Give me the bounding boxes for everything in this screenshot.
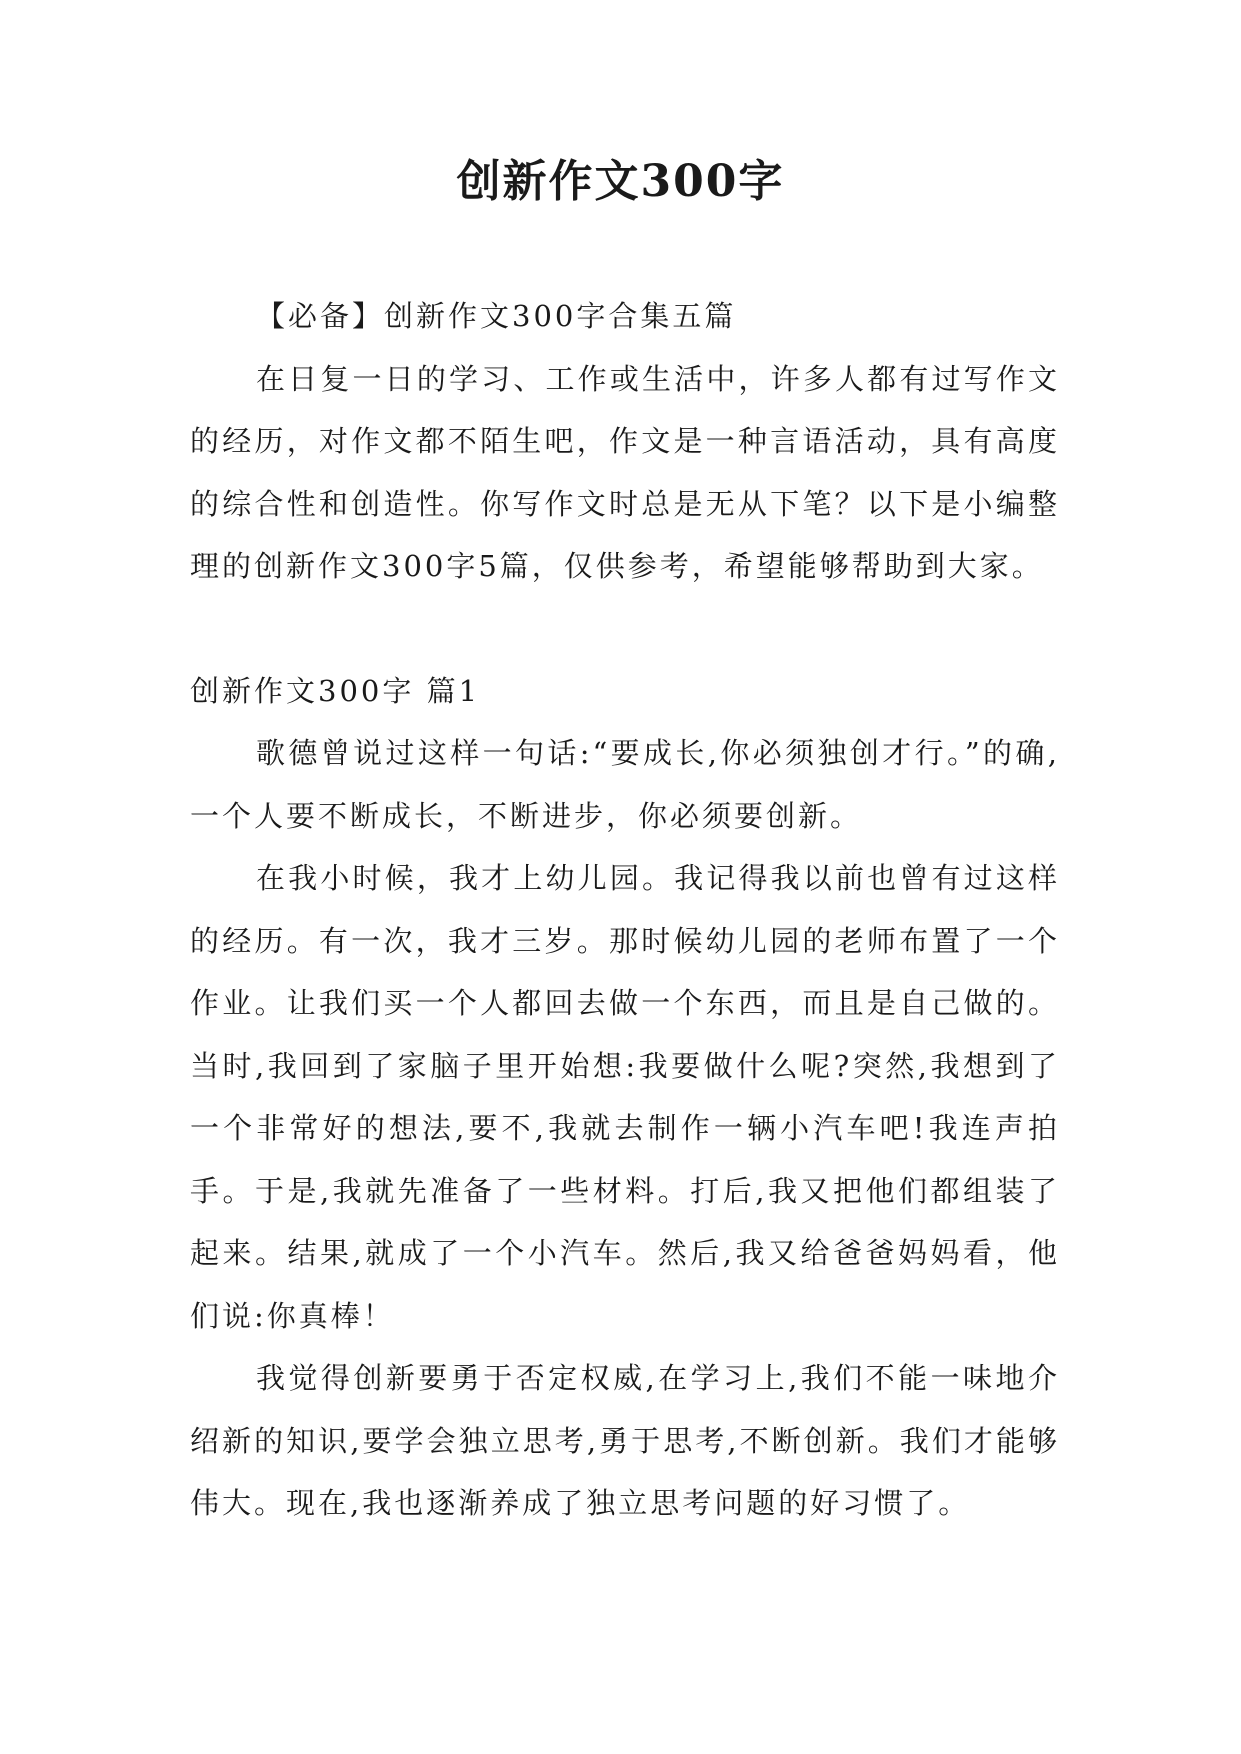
section-heading: 创新作文300字 篇1 [190, 673, 481, 708]
intro-paragraph: 在日复一日的学习、工作或生活中，许多人都有过写作文的经历，对作文都不陌生吧，作文是一种言语活动，具有高度的综合性和创造性。你写作文时总是无从下笔？以下是小编整理的创新作文300字5篇，仅供参考，希望能够帮助到大家。 [190, 361, 1060, 583]
body-paragraph: 在我小时候，我才上幼儿园。我记得我以前也曾有过这样的经历。有一次，我才三岁。那时候幼儿园的老师布置了一个作业。让我们买一个人都回去做一个东西，而且是自己做的。当时,我回到了家脑子里开始想:我要做什么呢?突然,我想到了一个非常好的想法,要不,我就去制作一辆小汽车吧!我连声拍手。于是,我就先准备了一些材料。打后,我又把他们都组装了起来。结果,就成了一个小汽车。然后,我又给爸爸妈妈看，他们说:你真棒！ [190, 861, 1060, 1333]
document-subtitle: 【必备】创新作文300字合集五篇 [256, 299, 737, 333]
section-spacer [190, 598, 1060, 660]
document-title: 创新作文300字 [456, 156, 785, 207]
document-body [190, 285, 1060, 1535]
body-paragraph: 我觉得创新要勇于否定权威,在学习上,我们不能一味地介绍新的知识,要学会独立思考,勇于思考,不断创新。我们才能够伟大。现在,我也逐渐养成了独立思考问题的好习惯了。 [190, 1361, 1060, 1520]
body-paragraph: 歌德曾说过这样一句话:“要成长,你必须独创才行。”的确,一个人要不断成长，不断进步，你必须要创新。 [190, 736, 1060, 833]
